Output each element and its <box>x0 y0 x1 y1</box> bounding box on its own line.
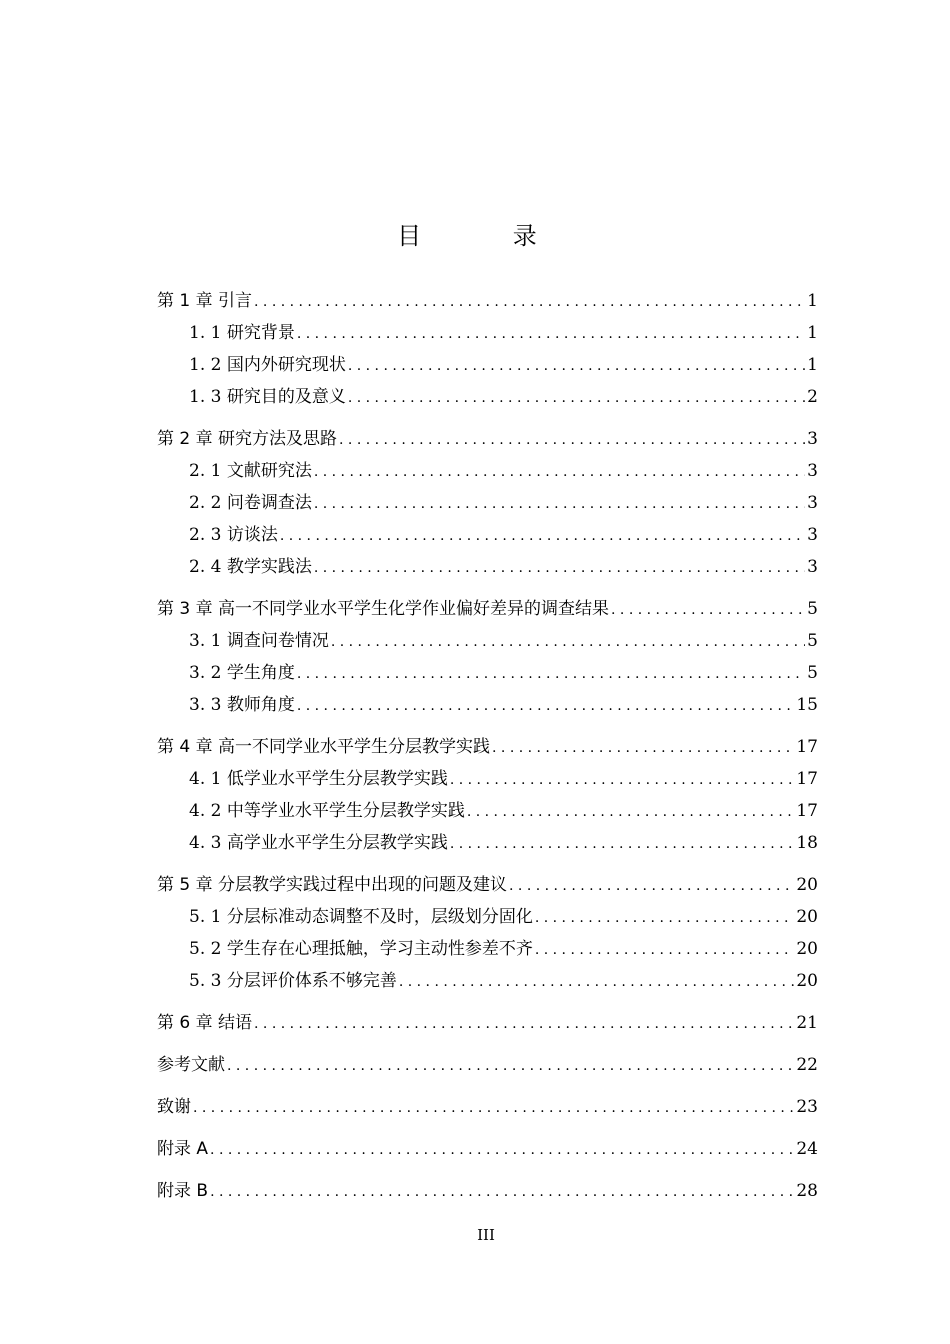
dot-leader <box>611 594 805 626</box>
dot-leader <box>210 1134 794 1166</box>
toc-entry-page: 21 <box>796 1013 818 1033</box>
dot-leader <box>314 456 805 488</box>
dot-leader <box>399 966 795 998</box>
dot-leader <box>280 520 805 552</box>
toc-entry-section-1-1[interactable] <box>157 317 818 349</box>
dot-leader <box>339 424 805 456</box>
toc-entry-section-4-3[interactable] <box>157 827 818 859</box>
toc-entry-chapter-3[interactable] <box>157 593 818 625</box>
toc-entry-label: 1. 1 研究背景 <box>189 323 295 343</box>
toc-entry-chapter-5[interactable] <box>157 869 818 901</box>
toc-entry-page: 1 <box>807 291 818 311</box>
dot-leader <box>254 1008 794 1040</box>
dot-leader <box>314 552 805 584</box>
toc-entry-section-1-2[interactable] <box>157 349 818 381</box>
toc-entry-section-4-1[interactable] <box>157 763 818 795</box>
toc-entry-page: 24 <box>796 1139 818 1159</box>
toc-entry-label: 1. 3 研究目的及意义 <box>189 387 346 407</box>
toc-entry-page: 20 <box>796 907 818 927</box>
toc-entry-label: 1. 2 国内外研究现状 <box>189 355 346 375</box>
toc-entry-label: 2. 3 访谈法 <box>189 525 278 545</box>
toc-entry-chapter-2[interactable] <box>157 423 818 455</box>
toc-entry-label: 4. 1 低学业水平学生分层教学实践 <box>189 769 448 789</box>
dot-leader <box>314 488 805 520</box>
page-number-footer: III <box>477 1226 495 1244</box>
toc-entry-page: 2 <box>807 387 818 407</box>
toc-entry-section-1-3[interactable] <box>157 381 818 413</box>
toc-entry-label: 3. 2 学生角度 <box>189 663 295 683</box>
toc-entry-section-5-3[interactable] <box>157 965 818 997</box>
toc-entry-page: 15 <box>796 695 818 715</box>
toc-entry-section-3-1[interactable] <box>157 625 818 657</box>
toc-entry-chapter-4[interactable] <box>157 731 818 763</box>
toc-entry-label: 5. 1 分层标准动态调整不及时，层级划分固化 <box>189 907 533 927</box>
toc-entry-section-3-3[interactable] <box>157 689 818 721</box>
dot-leader <box>467 796 795 828</box>
toc-entry-section-2-4[interactable] <box>157 551 818 583</box>
toc-title: 目 录 <box>397 222 579 250</box>
dot-leader <box>535 902 795 934</box>
toc-entry-page: 3 <box>807 493 818 513</box>
toc-entry-page: 5 <box>807 631 818 651</box>
dot-leader <box>331 626 805 658</box>
toc-entry-label: 2. 2 问卷调查法 <box>189 493 312 513</box>
toc-entry-page: 28 <box>796 1181 818 1201</box>
toc-entry-page: 17 <box>796 801 818 821</box>
toc-entry-appendix-a[interactable] <box>157 1133 818 1165</box>
toc-entry-page: 20 <box>796 939 818 959</box>
toc-entry-label: 参考文献 <box>157 1055 225 1075</box>
dot-leader <box>535 934 795 966</box>
toc-entry-page: 3 <box>807 525 818 545</box>
toc-entry-label: 附录 A <box>157 1139 209 1159</box>
toc-entry-appendix-b[interactable] <box>157 1175 818 1207</box>
toc-entry-page: 1 <box>807 355 818 375</box>
toc-entry-section-3-2[interactable] <box>157 657 818 689</box>
toc-entry-label: 附录 B <box>157 1181 209 1201</box>
dot-leader <box>450 828 795 860</box>
toc-entry-label: 5. 3 分层评价体系不够完善 <box>189 971 397 991</box>
toc-entry-section-2-2[interactable] <box>157 487 818 519</box>
toc-entry-page: 18 <box>796 833 818 853</box>
toc-entry-label: 5. 2 学生存在心理抵触，学习主动性参差不齐 <box>189 939 533 959</box>
dot-leader <box>492 732 794 764</box>
toc-entry-page: 5 <box>807 599 818 619</box>
toc-entry-chapter-1[interactable] <box>157 285 818 317</box>
toc-entry-label: 3. 3 教师角度 <box>189 695 295 715</box>
toc-entry-page: 3 <box>807 429 818 449</box>
toc-entry-chapter-6[interactable] <box>157 1007 818 1039</box>
dot-leader <box>193 1092 794 1124</box>
toc-entry-page: 20 <box>796 875 818 895</box>
toc-entry-page: 17 <box>796 769 818 789</box>
toc-entry-page: 3 <box>807 557 818 577</box>
toc-entry-label: 致谢 <box>157 1097 191 1117</box>
toc-entry-page: 20 <box>796 971 818 991</box>
toc-entry-page: 1 <box>807 323 818 343</box>
toc-entry-references[interactable] <box>157 1049 818 1081</box>
table-of-contents <box>157 285 818 1207</box>
toc-entry-label: 第 6 章 结语 <box>157 1013 253 1033</box>
toc-entry-section-5-2[interactable] <box>157 933 818 965</box>
toc-entry-label: 3. 1 调查问卷情况 <box>189 631 329 651</box>
toc-entry-label: 第 5 章 分层教学实践过程中出现的问题及建议 <box>157 875 508 895</box>
toc-entry-section-5-1[interactable] <box>157 901 818 933</box>
dot-leader <box>450 764 795 796</box>
toc-entry-label: 4. 3 高学业水平学生分层教学实践 <box>189 833 448 853</box>
dot-leader <box>297 658 805 690</box>
dot-leader <box>348 350 805 382</box>
toc-entry-page: 3 <box>807 461 818 481</box>
toc-entry-page: 17 <box>796 737 818 757</box>
toc-entry-section-2-1[interactable] <box>157 455 818 487</box>
dot-leader <box>348 382 805 414</box>
dot-leader <box>297 318 805 350</box>
toc-entry-page: 5 <box>807 663 818 683</box>
dot-leader <box>297 690 795 722</box>
toc-entry-label: 第 2 章 研究方法及思路 <box>157 429 338 449</box>
toc-entry-label: 2. 1 文献研究法 <box>189 461 312 481</box>
toc-entry-label: 第 4 章 高一不同学业水平学生分层教学实践 <box>157 737 491 757</box>
dot-leader <box>210 1176 794 1208</box>
toc-entry-label: 第 1 章 引言 <box>157 291 253 311</box>
toc-entry-page: 22 <box>796 1055 818 1075</box>
toc-entry-label: 第 3 章 高一不同学业水平学生化学作业偏好差异的调查结果 <box>157 599 610 619</box>
toc-entry-acknowledgements[interactable] <box>157 1091 818 1123</box>
toc-entry-label: 4. 2 中等学业水平学生分层教学实践 <box>189 801 465 821</box>
toc-entry-page: 23 <box>796 1097 818 1117</box>
dot-leader <box>227 1050 794 1082</box>
dot-leader <box>509 870 794 902</box>
toc-entry-section-2-3[interactable] <box>157 519 818 551</box>
toc-entry-section-4-2[interactable] <box>157 795 818 827</box>
toc-entry-label: 2. 4 教学实践法 <box>189 557 312 577</box>
dot-leader <box>254 286 805 318</box>
